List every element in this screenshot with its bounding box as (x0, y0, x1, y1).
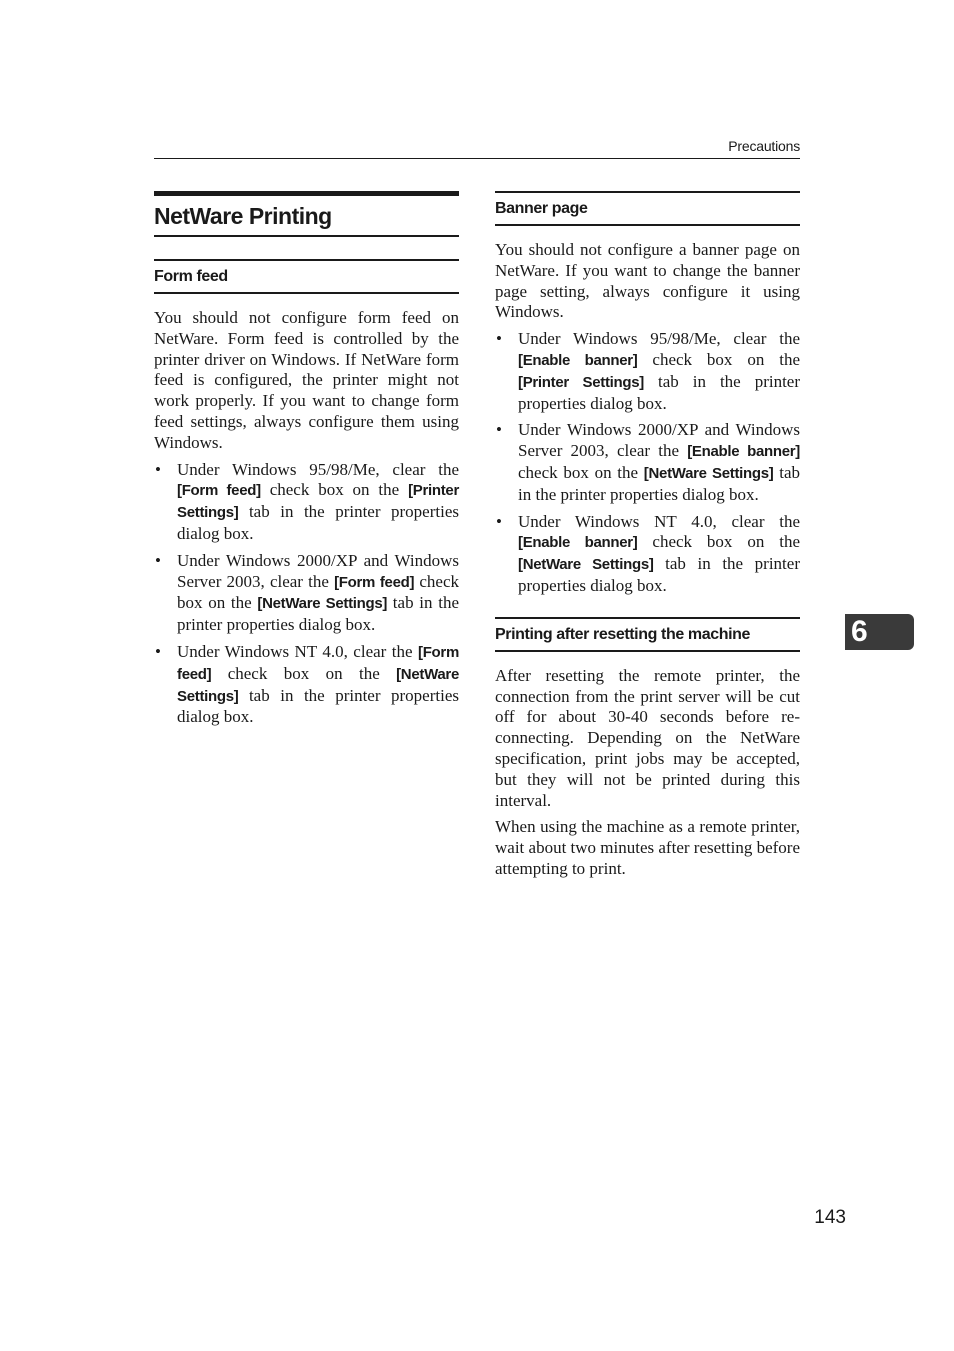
running-header: Precautions (728, 138, 800, 154)
right-column (495, 191, 800, 886)
list-item: • Under Windows 2000/XP and Windows Server 2003, clear the [Form feed] check box on the [NetWare Settings] tab in the printer properties dialog box. (155, 550, 460, 635)
ui-label: [Enable banner] (518, 351, 638, 369)
banner-page-intro: You should not configure a banner page on NetWare. If you want to change the banner page setting, always configure it using Windows. (495, 240, 800, 322)
list-item: • Under Windows 2000/XP and Windows Server 2003, clear the [Enable banner] check box on the [NetWare Settings] tab in the printer properties dialog box. (496, 420, 800, 504)
resetting-paragraph: After resetting the remote printer, the connection from the print server will be cut off for about 30-40 seconds before re-connecting. Depending on the NetWare specification, print jobs may be accepted, but they will not be printed during this interval. (495, 665, 800, 810)
ui-label: [Form feed] (177, 482, 261, 500)
ui-label: [NetWare Settings] (518, 556, 654, 574)
bullet: • (155, 459, 161, 479)
ui-label: [Form feed] (334, 573, 415, 591)
ui-label: [Enable banner] (687, 443, 800, 461)
form-feed-heading: Form feed (154, 259, 459, 294)
resetting-heading: Printing after resetting the machine (495, 617, 800, 652)
bullet: • (496, 329, 502, 349)
form-feed-list (154, 460, 459, 729)
bullet: • (496, 420, 502, 440)
page-number: 143 (814, 1207, 846, 1228)
list-item: • Under Windows 95/98/Me, clear the [Enable banner] check box on the [Printer Settings] tab in the printer properties dialog box. (496, 329, 801, 413)
header-rule (154, 158, 800, 159)
bullet: • (496, 511, 502, 531)
form-feed-intro: You should not configure form feed on NetWare. Form feed is controlled by the printer driver on Windows. If NetWare form feed is configured, the printer might not work properly. If you want to change form feed settings, always configure them using Windows. (154, 308, 459, 452)
ui-label: [NetWare Settings] (257, 595, 388, 613)
bullet: • (155, 641, 161, 661)
ui-label: [Printer Settings] (177, 482, 460, 522)
resetting-paragraph: When using the machine as a remote printer, wait about two minutes after resetting before attempting to print. (495, 817, 800, 878)
section-title: NetWare Printing (154, 191, 459, 237)
bullet: • (155, 550, 161, 570)
list-item: • Under Windows NT 4.0, clear the [Form feed] check box on the [NetWare Settings] tab in the printer properties dialog box. (155, 641, 459, 727)
ui-label: [Enable banner] (518, 534, 638, 552)
ui-label: [NetWare Settings] (643, 464, 774, 482)
list-item: • Under Windows 95/98/Me, clear the [Form feed] check box on the [Printer Settings] tab in the printer properties dialog box. (155, 459, 460, 543)
list-item: • Under Windows NT 4.0, clear the [Enable banner] check box on the [NetWare Settings] tab in the printer properties dialog box. (496, 511, 800, 595)
banner-page-heading: Banner page (495, 191, 800, 226)
banner-page-list (495, 329, 800, 597)
chapter-number: 6 (851, 615, 868, 648)
ui-label: [NetWare Settings] (177, 665, 459, 705)
chapter-tab (845, 614, 914, 650)
ui-label: [Form feed] (177, 643, 459, 683)
left-column (154, 191, 459, 734)
ui-label: [Printer Settings] (518, 373, 645, 391)
